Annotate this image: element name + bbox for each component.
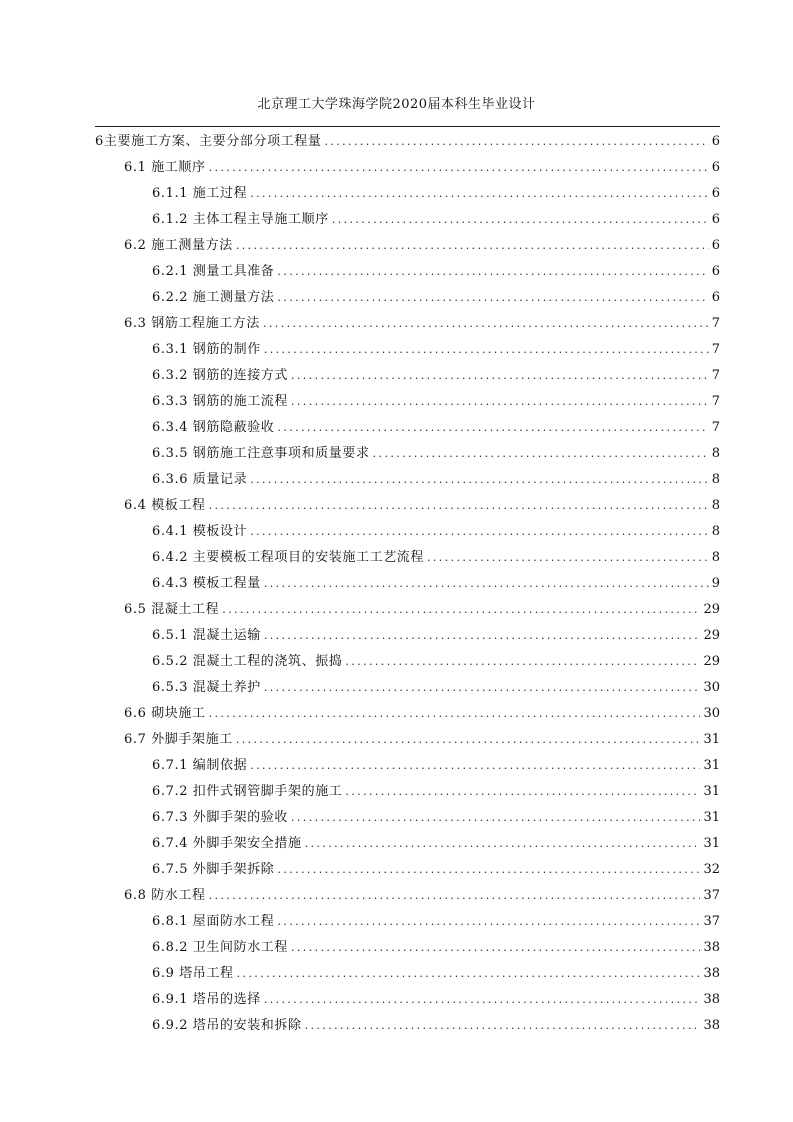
toc-entry[interactable]: [152, 470, 720, 490]
toc-entry-page: 31: [703, 810, 720, 825]
toc-entry-title: 6.5.1 混凝土运输: [152, 628, 261, 643]
toc-entry[interactable]: [152, 756, 720, 776]
dot-leader: [264, 340, 709, 360]
toc-entry-page: 7: [711, 342, 720, 357]
toc-entry-page: 31: [703, 784, 720, 799]
toc-entry[interactable]: [152, 574, 720, 594]
toc-entry-page: 6: [711, 134, 720, 149]
toc-entry[interactable]: [152, 340, 720, 360]
dot-leader: [427, 548, 709, 568]
toc-entry-title: 6.3.3 钢筋的施工流程: [152, 394, 289, 409]
toc-entry[interactable]: [152, 288, 720, 308]
toc-entry-title: 6.7.5 外脚手架拆除: [152, 862, 275, 877]
dot-leader: [209, 158, 709, 178]
toc-entry-page: 6: [711, 186, 720, 201]
dot-leader: [209, 704, 701, 724]
toc-entry[interactable]: [152, 964, 720, 984]
dot-leader: [264, 990, 701, 1010]
toc-entry-title: 6.7 外脚手架施工: [124, 732, 233, 747]
dot-leader: [209, 496, 709, 516]
toc-entry-page: 29: [703, 628, 720, 643]
toc-entry-title: 6.3.1 钢筋的制作: [152, 342, 261, 357]
toc-entry-title: 6.3.6 质量记录: [152, 472, 248, 487]
toc-entry-page: 6: [711, 290, 720, 305]
dot-leader: [277, 912, 700, 932]
dot-leader: [345, 652, 700, 672]
toc-entry-title: 6.8 防水工程: [124, 888, 206, 903]
toc-entry-title: 6.5 混凝土工程: [124, 602, 220, 617]
toc-entry-page: 29: [703, 654, 720, 669]
toc-entry[interactable]: [152, 184, 720, 204]
toc-entry-title: 6.9 塔吊工程: [152, 966, 234, 981]
toc-entry-page: 32: [703, 862, 720, 877]
toc-entry[interactable]: [152, 782, 720, 802]
toc-entry-page: 31: [703, 758, 720, 773]
dot-leader: [305, 1016, 701, 1036]
toc-entry-page: 8: [711, 524, 720, 539]
toc-entry[interactable]: [152, 990, 720, 1010]
toc-entry-page: 7: [711, 420, 720, 435]
toc-entry-title: 6.7.3 外脚手架的验收: [152, 810, 289, 825]
toc-entry-title: 6.7.4 外脚手架安全措施: [152, 836, 302, 851]
toc-entry[interactable]: [152, 418, 720, 438]
toc-entry-page: 31: [703, 732, 720, 747]
toc-entry-title: 6.4.2 主要模板工程项目的安装施工工艺流程: [152, 550, 425, 565]
toc-entry-page: 6: [711, 264, 720, 279]
toc-entry-title: 6.4.1 模板设计: [152, 524, 248, 539]
dot-leader: [264, 626, 701, 646]
dot-leader: [237, 964, 701, 984]
toc-entry[interactable]: [152, 860, 720, 880]
header-rule: [95, 126, 720, 127]
toc-entry-page: 8: [711, 472, 720, 487]
toc-entry[interactable]: [124, 314, 720, 334]
toc-entry[interactable]: [152, 626, 720, 646]
toc-entry-page: 38: [703, 966, 720, 981]
toc-entry-title: 6主要施工方案、主要分部分项工程量: [95, 134, 322, 149]
toc-entry-title: 6.5.3 混凝土养护: [152, 680, 261, 695]
dot-leader: [250, 470, 709, 490]
dot-leader: [236, 730, 701, 750]
toc-entry-title: 6.7.1 编制依据: [152, 758, 248, 773]
toc-entry-page: 9: [711, 576, 720, 591]
toc-entry-title: 6.7.2 扣件式钢管脚手架的施工: [152, 784, 343, 799]
dot-leader: [277, 262, 708, 282]
toc-entry-title: 6.1 施工顺序: [124, 160, 206, 175]
toc-entry-title: 6.9.2 塔吊的安装和拆除: [152, 1018, 302, 1033]
toc-entry-page: 6: [711, 212, 720, 227]
dot-leader: [332, 210, 709, 230]
toc-entry-title: 6.8.2 卫生间防水工程: [152, 940, 289, 955]
toc-entry[interactable]: [152, 392, 720, 412]
dot-leader: [277, 418, 708, 438]
toc-entry-title: 6.4 模板工程: [124, 498, 206, 513]
dot-leader: [236, 236, 709, 256]
toc-entry-page: 38: [703, 1018, 720, 1033]
toc-entry[interactable]: [124, 704, 720, 724]
toc-entry-title: 6.3.4 钢筋隐蔽验收: [152, 420, 275, 435]
toc-entry-page: 29: [703, 602, 720, 617]
toc-entry[interactable]: [152, 548, 720, 568]
toc-entry-page: 37: [703, 888, 720, 903]
dot-leader: [291, 808, 700, 828]
dot-leader: [324, 132, 708, 152]
toc-entry-title: 6.3 钢筋工程施工方法: [124, 316, 261, 331]
toc-entry[interactable]: [152, 210, 720, 230]
toc-entry-page: 7: [711, 368, 720, 383]
toc-entry-title: 6.1.2 主体工程主导施工顺序: [152, 212, 329, 227]
dot-leader: [373, 444, 709, 464]
toc-entry[interactable]: [124, 236, 720, 256]
toc-entry-page: 7: [711, 316, 720, 331]
toc-entry[interactable]: [124, 886, 720, 906]
dot-leader: [305, 834, 701, 854]
toc-entry[interactable]: [95, 132, 720, 152]
toc-entry[interactable]: [152, 678, 720, 698]
page-header: 北京理工大学珠海学院2020届本科生毕业设计: [257, 97, 536, 112]
dot-leader: [291, 938, 700, 958]
toc-entry-page: 6: [711, 160, 720, 175]
toc-entry-title: 6.2 施工测量方法: [124, 238, 233, 253]
toc-entry-page: 38: [703, 992, 720, 1007]
dot-leader: [250, 756, 700, 776]
toc-entry-title: 6.2.1 测量工具准备: [152, 264, 275, 279]
toc-entry[interactable]: [152, 938, 720, 958]
toc-entry-page: 8: [711, 446, 720, 461]
toc-entry[interactable]: [124, 496, 720, 516]
toc-entry-page: 37: [703, 914, 720, 929]
toc-entry-title: 6.8.1 屋面防水工程: [152, 914, 275, 929]
toc-entry-page: 7: [711, 394, 720, 409]
dot-leader: [250, 184, 709, 204]
toc-entry-title: 6.5.2 混凝土工程的浇筑、振捣: [152, 654, 343, 669]
dot-leader: [291, 392, 709, 412]
toc-entry-title: 6.3.2 钢筋的连接方式: [152, 368, 289, 383]
toc-entry[interactable]: [124, 158, 720, 178]
toc-entry[interactable]: [152, 912, 720, 932]
dot-leader: [277, 288, 708, 308]
toc-entry-title: 6.1.1 施工过程: [152, 186, 248, 201]
toc-entry-title: 6.2.2 施工测量方法: [152, 290, 275, 305]
dot-leader: [263, 314, 709, 334]
dot-leader: [222, 600, 700, 620]
toc-entry-page: 8: [711, 550, 720, 565]
toc-entry[interactable]: [124, 600, 720, 620]
toc-entry[interactable]: [152, 262, 720, 282]
toc-entry[interactable]: [152, 652, 720, 672]
toc-entry[interactable]: [152, 808, 720, 828]
toc-entry-title: 6.9.1 塔吊的选择: [152, 992, 261, 1007]
toc-entry-page: 31: [703, 836, 720, 851]
dot-leader: [291, 366, 709, 386]
toc-entry[interactable]: [152, 1016, 720, 1036]
dot-leader: [209, 886, 701, 906]
toc-entry-page: 8: [711, 498, 720, 513]
toc-entry[interactable]: [152, 444, 720, 464]
toc-entry[interactable]: [124, 730, 720, 750]
dot-leader: [345, 782, 700, 802]
toc-entry-title: 6.4.3 模板工程量: [152, 576, 261, 591]
dot-leader: [250, 522, 709, 542]
toc-entry[interactable]: [152, 834, 720, 854]
toc-entry-page: 30: [703, 680, 720, 695]
toc-entry-page: 38: [703, 940, 720, 955]
toc-entry[interactable]: [152, 366, 720, 386]
dot-leader: [277, 860, 700, 880]
toc-entry-title: 6.3.5 钢筋施工注意事项和质量要求: [152, 446, 370, 461]
dot-leader: [264, 574, 709, 594]
toc-entry-title: 6.6 砌块施工: [124, 706, 206, 721]
dot-leader: [264, 678, 701, 698]
toc-entry-page: 6: [711, 238, 720, 253]
toc-entry[interactable]: [152, 522, 720, 542]
toc-entry-page: 30: [703, 706, 720, 721]
